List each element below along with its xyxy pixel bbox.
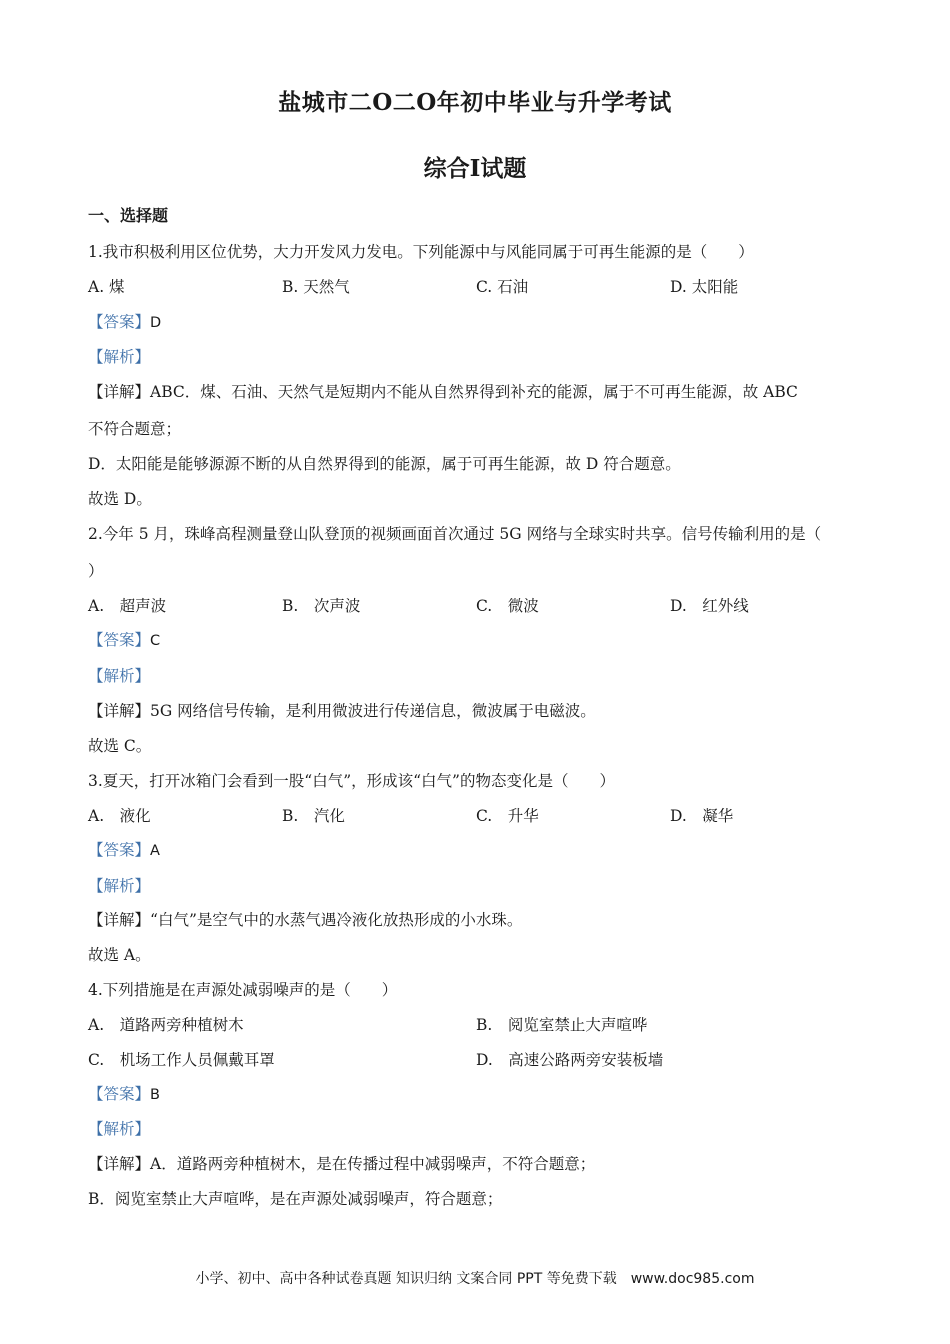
q4-option-b: B. 阅览室禁止大声喧哗 <box>476 1016 648 1034</box>
answer-tag: 【答案】 <box>88 313 151 331</box>
q3-stem: 3.夏天，打开冰箱门会看到一股“白气”，形成该“白气”的物态变化是（ ） <box>88 772 615 790</box>
q2-stem-line-1: 2.今年 5 月，珠峰高程测量登山队登顶的视频画面首次通过 5G 网络与全球实时共享。信号传输利用的是（ <box>88 525 822 543</box>
q1-detail-line-1 <box>88 382 798 402</box>
q4-detail-line-2: B．阅览室禁止大声喧哗，是在声源处减弱噪声，符合题意； <box>88 1190 503 1208</box>
q1-detail-line-3: D．太阳能是能够源源不断的从自然界得到的能源，属于可再生能源，故 D 符合题意。 <box>88 455 681 473</box>
section-heading: 一、选择题 <box>88 206 169 225</box>
answer-tag: 【答案】 <box>88 841 151 859</box>
q1-option-b: B. 天然气 <box>282 278 350 296</box>
answer-tag: 【答案】 <box>88 631 151 649</box>
page-footer: 小学、初中、高中各种试卷真题 知识归纳 文案合同 PPT 等免费下载 www.doc985.com <box>195 1271 755 1287</box>
q1-answer-value: D <box>150 315 162 331</box>
q1-detail-text-1: ABC．煤、石油、天然气是短期内不能从自然界得到补充的能源，属于不可再生能源，故 ABC <box>150 383 798 401</box>
q3-option-d: D. 凝华 <box>670 807 734 825</box>
q2-analysis <box>88 666 150 686</box>
q1-option-c: C. 石油 <box>476 278 529 296</box>
q4-answer <box>88 1084 160 1105</box>
detail-tag: 【详解】 <box>88 702 151 720</box>
q3-option-c: C. 升华 <box>476 807 539 825</box>
q1-detail-line-2: 不符合题意； <box>88 420 182 438</box>
detail-tag: 【详解】 <box>88 1155 151 1173</box>
analysis-tag: 【解析】 <box>88 348 151 366</box>
q1-answer <box>88 312 161 333</box>
q3-detail-line-1 <box>88 910 522 930</box>
q3-analysis <box>88 876 150 896</box>
q2-option-b: B. 次声波 <box>282 597 361 615</box>
q2-answer-value: C <box>150 633 161 649</box>
q3-option-a: A. 液化 <box>88 807 151 825</box>
q2-option-c: C. 微波 <box>476 597 539 615</box>
q1-option-d: D. 太阳能 <box>670 278 739 296</box>
q2-detail-line-1 <box>88 701 596 721</box>
answer-tag: 【答案】 <box>88 1085 151 1103</box>
q2-answer <box>88 630 160 651</box>
q2-conclusion: 故选 C。 <box>88 737 152 755</box>
q3-conclusion: 故选 A。 <box>88 946 151 964</box>
q4-analysis <box>88 1119 150 1139</box>
q2-option-a: A. 超声波 <box>88 597 167 615</box>
q3-answer-value: A <box>150 843 160 859</box>
q3-answer <box>88 840 160 861</box>
q1-conclusion: 故选 D。 <box>88 490 152 508</box>
analysis-tag: 【解析】 <box>88 667 151 685</box>
q1-analysis <box>88 347 150 367</box>
q1-option-a: A. 煤 <box>88 278 125 296</box>
q4-answer-value: B <box>150 1087 160 1103</box>
q2-detail-text-1: 5G 网络信号传输，是利用微波进行传递信息，微波属于电磁波。 <box>150 702 596 720</box>
q4-stem: 4.下列措施是在声源处减弱噪声的是（ ） <box>88 981 398 999</box>
q4-detail-text-1: A．道路两旁种植树木，是在传播过程中减弱噪声，不符合题意； <box>150 1155 596 1173</box>
q4-detail-line-1 <box>88 1154 595 1174</box>
q3-option-b: B. 汽化 <box>282 807 345 825</box>
q3-detail-text-1: “白气”是空气中的水蒸气遇冷液化放热形成的小水珠。 <box>150 911 523 929</box>
q4-option-c: C. 机场工作人员佩戴耳罩 <box>88 1051 275 1069</box>
q2-option-d: D. 红外线 <box>670 597 749 615</box>
exam-subtitle: 综合Ⅰ试题 <box>423 155 527 182</box>
q4-option-a: A. 道路两旁种植树木 <box>88 1016 244 1034</box>
q1-stem: 1.我市积极利用区位优势，大力开发风力发电。下列能源中与风能同属于可再生能源的是（ ） <box>88 243 754 261</box>
detail-tag: 【详解】 <box>88 383 151 401</box>
q4-option-d: D. 高速公路两旁安装板墙 <box>476 1051 664 1069</box>
exam-title: 盐城市二O二O年初中毕业与升学考试 <box>278 89 672 116</box>
q2-stem-line-2: ） <box>88 562 104 580</box>
detail-tag: 【详解】 <box>88 911 151 929</box>
analysis-tag: 【解析】 <box>88 1120 151 1138</box>
analysis-tag: 【解析】 <box>88 877 151 895</box>
